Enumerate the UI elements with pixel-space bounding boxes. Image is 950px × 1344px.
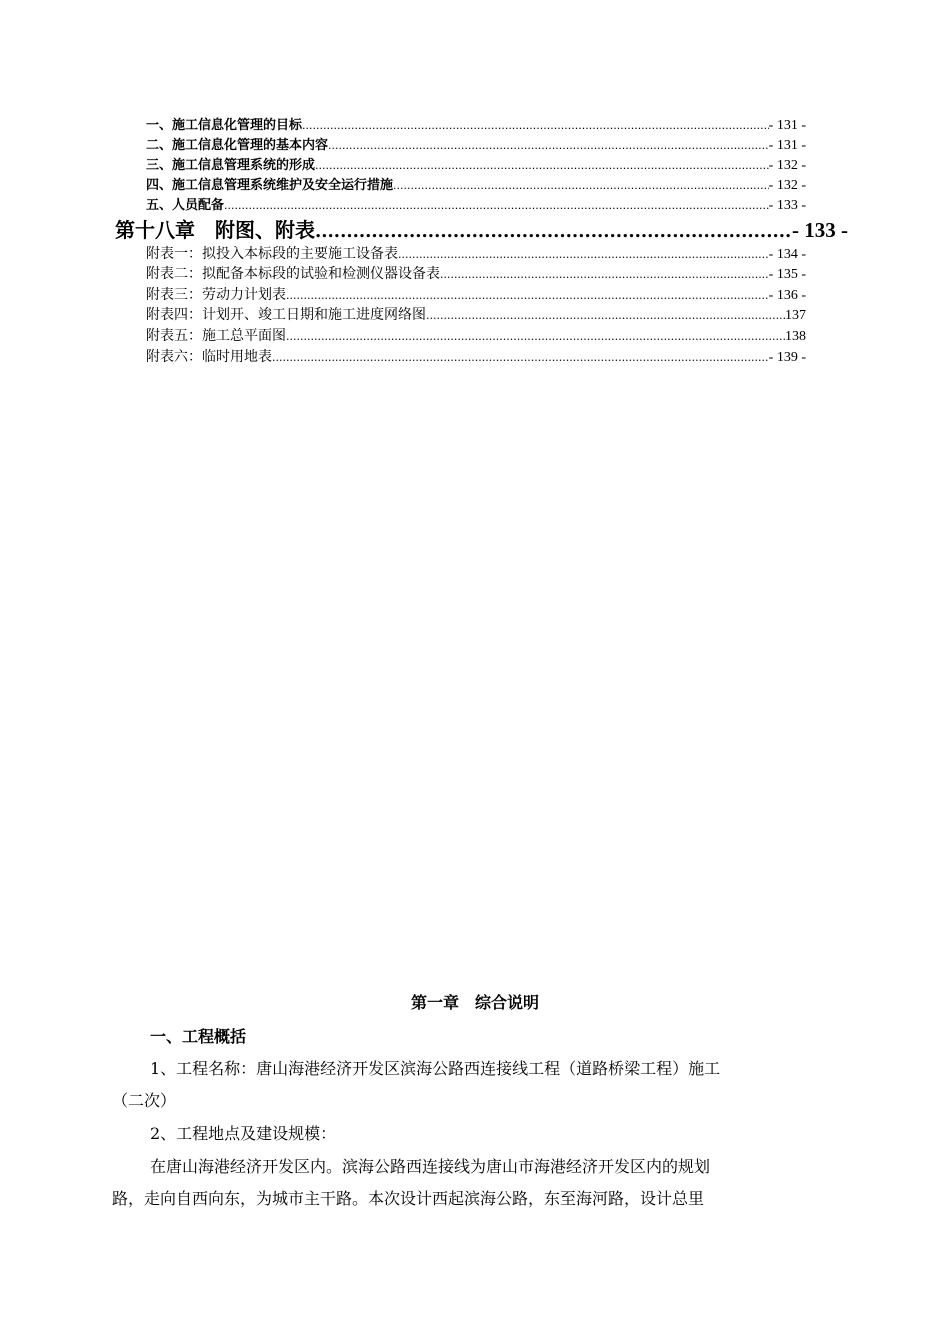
- toc-leader: [315, 217, 792, 245]
- toc-entry-label: 四、施工信息管理系统维护及安全运行措施: [146, 178, 394, 193]
- toc-leader: [440, 265, 769, 284]
- toc-entry-page: - 135 -: [768, 267, 806, 282]
- toc-leader: [315, 156, 769, 175]
- chapter-title: 第一章 综合说明: [410, 993, 539, 1012]
- toc-entry-page: - 132 -: [768, 158, 806, 173]
- toc-leader: [398, 245, 769, 264]
- toc-appendix-entry[interactable]: [146, 264, 806, 284]
- toc-entry-page: - 131 -: [768, 138, 806, 153]
- toc-entry-label: 附表二：拟配备本标段的试验和检测仪器设备表: [146, 266, 440, 282]
- toc-appendix-entry[interactable]: [146, 347, 806, 367]
- toc-entry-page: 138: [785, 329, 806, 344]
- toc-entry[interactable]: [146, 176, 806, 195]
- toc-entry[interactable]: [146, 136, 806, 155]
- paragraph-line: 2、工程地点及建设规模：: [150, 1124, 337, 1143]
- toc-appendix-entry[interactable]: [146, 326, 806, 346]
- toc-appendix-entry[interactable]: [146, 305, 806, 325]
- toc-entry[interactable]: [146, 156, 806, 175]
- toc-entry-page: - 133 -: [768, 198, 806, 213]
- paragraph-line: （二次）: [112, 1091, 177, 1110]
- toc-appendix-entry[interactable]: [146, 285, 806, 305]
- toc-leader: [286, 286, 769, 305]
- toc-entry-label: 五、人员配备: [146, 198, 225, 213]
- toc-entry-page: - 134 -: [768, 247, 806, 262]
- toc-entry-label: 附表一：拟投入本标段的主要施工设备表: [146, 246, 398, 262]
- toc-entry-page: - 131 -: [768, 118, 806, 133]
- toc-entry[interactable]: [146, 116, 806, 135]
- toc-chapter-label: 第十八章 附图、附表: [115, 218, 315, 242]
- toc-leader: [393, 176, 769, 195]
- paragraph-line: 在唐山海港经济开发区内。滨海公路西连接线为唐山市海港经济开发区内的规划: [150, 1157, 711, 1176]
- toc-appendix-entry[interactable]: [146, 244, 806, 264]
- toc-leader: [224, 196, 769, 215]
- toc-leader: [272, 348, 769, 367]
- toc-leader: [328, 136, 769, 155]
- paragraph-line: 路，走向自西向东，为城市主干路。本次设计西起滨海公路，东至海河路，设计总里: [112, 1189, 705, 1208]
- toc-leader: [286, 327, 785, 346]
- paragraph-line: 1、工程名称：唐山海港经济开发区滨海公路西连接线工程（道路桥梁工程）施工: [150, 1059, 721, 1078]
- toc-entry-page: - 136 -: [768, 288, 806, 303]
- toc-entry-label: 二、施工信息化管理的基本内容: [146, 138, 329, 153]
- toc-entry-page: - 139 -: [768, 350, 806, 365]
- toc-chapter-page: - 133 -: [792, 218, 848, 242]
- toc-entry-label: 附表三：劳动力计划表: [146, 287, 286, 303]
- toc-entry-label: 三、施工信息管理系统的形成: [146, 158, 316, 173]
- section-heading: 一、工程概括: [150, 1027, 247, 1046]
- toc-chapter-entry[interactable]: [115, 215, 848, 245]
- toc-entry-label: 一、施工信息化管理的目标: [146, 118, 303, 133]
- toc-entry-label: 附表六：临时用地表: [146, 349, 272, 365]
- toc-leader: [426, 306, 785, 325]
- toc-leader: [302, 116, 769, 135]
- toc-entry[interactable]: [146, 196, 806, 215]
- toc-entry-label: 附表五：施工总平面图: [146, 328, 286, 344]
- toc-entry-page: 137: [785, 308, 806, 323]
- toc-entry-label: 附表四：计划开、竣工日期和施工进度网络图: [146, 307, 426, 323]
- toc-entry-page: - 132 -: [768, 178, 806, 193]
